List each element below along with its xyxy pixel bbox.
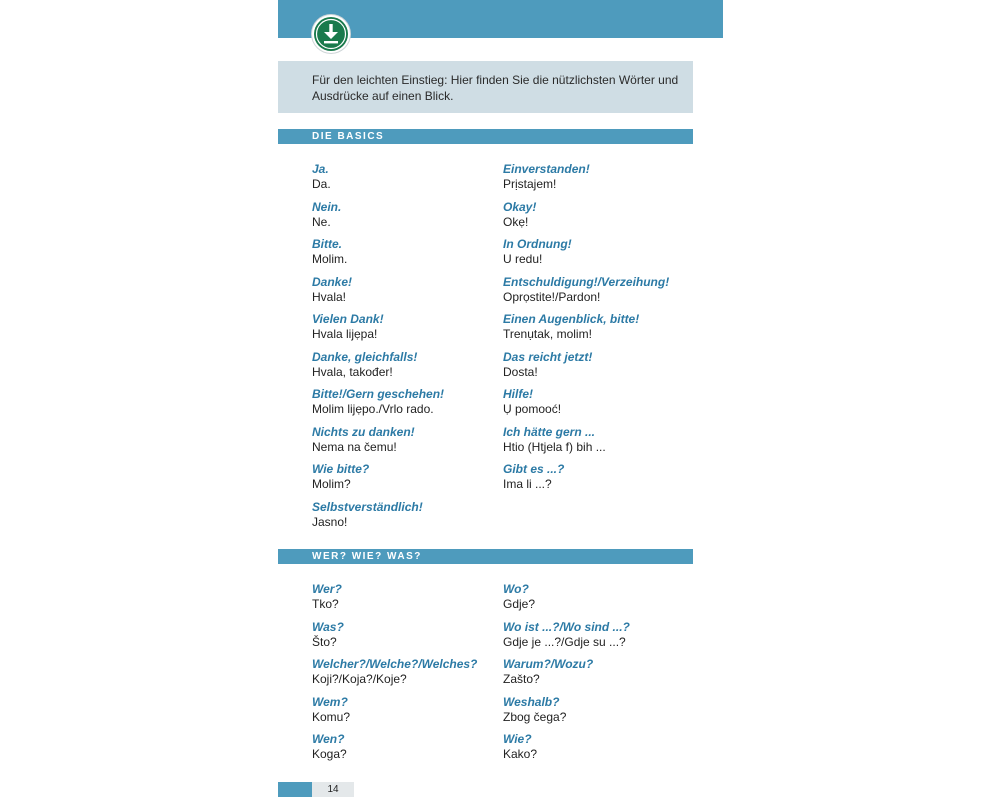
phrase-de: Weshalb? <box>503 694 560 709</box>
phrase-hr: Molim. <box>312 252 348 266</box>
phrase-de: Wie? <box>503 732 532 746</box>
phrase-hr: Zbog čega? <box>503 709 567 724</box>
phrase-hr: Oprọstite!/Pardon! <box>503 289 601 304</box>
phrase-hr: Kako? <box>503 747 538 761</box>
phrase-entry <box>503 162 693 192</box>
phrase-entry <box>503 695 693 725</box>
phrase-de: Warum?/Wozu? <box>503 657 594 671</box>
phrase-de: Das reicht jetzt! <box>503 349 593 364</box>
phrase-de: Danke, gleichfalls! <box>312 349 418 364</box>
phrase-de: Wen? <box>312 732 345 746</box>
phrase-hr: Nema na čemu! <box>312 439 397 454</box>
phrase-de: Vielen Dank! <box>312 312 384 326</box>
phrase-entry <box>312 732 502 762</box>
phrase-entry <box>503 387 693 417</box>
phrase-entry <box>312 387 502 417</box>
phrase-hr: Molim lijẹpo./Vrlo rado. <box>312 402 434 416</box>
phrase-entry <box>312 200 502 230</box>
phrase-hr: Jasno! <box>312 514 348 529</box>
intro-text: Für den leichten Einstieg: Hier finden Sie die nützlichsten Wörter und Ausdrücke auf einen Blick. <box>312 73 679 103</box>
phrase-hr: Zašto? <box>503 672 540 686</box>
phrase-entry <box>312 462 502 492</box>
phrase-entry <box>312 312 502 342</box>
phrase-hr: Ne. <box>312 214 331 229</box>
phrase-de: Wie bitte? <box>312 462 370 476</box>
phrase-entry <box>312 350 502 380</box>
phrase-entry <box>503 350 693 380</box>
phrase-entry <box>503 237 693 267</box>
phrase-de: Ich hätte gern ... <box>503 424 596 439</box>
phrase-hr: Hvala lijẹpa! <box>312 327 378 341</box>
footer-accent <box>278 782 312 797</box>
phrase-de: Was? <box>312 619 344 634</box>
phrase-entry <box>312 620 502 650</box>
phrase-de: Hilfe! <box>503 387 533 401</box>
page-number: 14 <box>312 782 354 797</box>
phrase-entry <box>312 425 502 455</box>
section-title: DIE BASICS <box>312 131 385 142</box>
phrase-de: Einverstanden! <box>503 162 590 176</box>
phrase-de: Selbstverständlich! <box>312 499 423 514</box>
phrase-hr: Tko? <box>312 597 339 611</box>
phrase-hr: Ụ pomooć! <box>503 402 562 416</box>
phrase-entry <box>503 200 693 230</box>
phrase-de: Entschuldigung!/Verzeihung! <box>503 274 670 289</box>
phrase-hr: Hvala, također! <box>312 364 393 379</box>
phrase-de: Okay! <box>503 199 537 214</box>
phrase-entry <box>312 500 502 530</box>
phrase-hr: Ima li ...? <box>503 477 552 491</box>
phrase-de: Ja. <box>312 162 329 176</box>
phrase-de: Wer? <box>312 582 342 596</box>
phrase-hr: Gdje? <box>503 597 536 611</box>
intro-box <box>278 61 693 113</box>
phrase-entry <box>503 462 693 492</box>
section-title: WER? WIE? WAS? <box>312 551 422 562</box>
phrase-hr: Da. <box>312 177 331 191</box>
phrase-entry <box>312 582 502 612</box>
phrase-entry <box>312 162 502 192</box>
phrase-hr: Koji?/Koja?/Koje? <box>312 672 407 686</box>
phrase-de: Bitte!/Gern geschehen! <box>312 387 445 401</box>
phrase-de: Wem? <box>312 694 348 709</box>
phrase-entry <box>503 312 693 342</box>
phrase-de: In Ordnung! <box>503 237 572 251</box>
phrase-hr: Molim? <box>312 477 351 491</box>
phrase-entry <box>312 657 502 687</box>
section-header-questions <box>278 549 693 564</box>
phrase-de: Bitte. <box>312 237 342 251</box>
phrase-de: Danke! <box>312 274 353 289</box>
phrase-entry <box>312 237 502 267</box>
phrase-de: Wo ist ...?/Wo sind ...? <box>503 619 630 634</box>
phrase-hr: Okẹ! <box>503 214 529 229</box>
phrase-hr: Htio (Htjela f) bih ... <box>503 439 606 454</box>
phrase-hr: Dosta! <box>503 364 538 379</box>
phrase-entry <box>503 582 693 612</box>
phrase-de: Welcher?/Welche?/Welches? <box>312 657 478 671</box>
phrase-hr: Komu? <box>312 709 351 724</box>
phrase-de: Wo? <box>503 582 529 596</box>
download-icon[interactable] <box>312 15 350 53</box>
phrase-hr: Prịstajem! <box>503 177 557 191</box>
phrase-hr: Hvala! <box>312 289 347 304</box>
phrase-de: Gibt es ...? <box>503 462 565 476</box>
phrase-de: Nichts zu danken! <box>312 424 415 439</box>
phrase-hr: Gdje je ...?/Gdje su ...? <box>503 634 626 649</box>
phrase-de: Nein. <box>312 199 342 214</box>
phrase-entry <box>503 620 693 650</box>
phrase-hr: Trenụtak, molim! <box>503 327 592 341</box>
phrase-entry <box>503 657 693 687</box>
section-header-basics <box>278 129 693 144</box>
phrase-de: Einen Augenblick, bitte! <box>503 312 640 326</box>
phrase-entry <box>503 732 693 762</box>
phrase-entry <box>312 695 502 725</box>
phrase-hr: Koga? <box>312 747 347 761</box>
phrase-entry <box>503 425 693 455</box>
phrase-hr: Što? <box>312 634 337 649</box>
phrase-entry <box>503 275 693 305</box>
phrase-hr: U redu! <box>503 252 543 266</box>
phrase-entry <box>312 275 502 305</box>
